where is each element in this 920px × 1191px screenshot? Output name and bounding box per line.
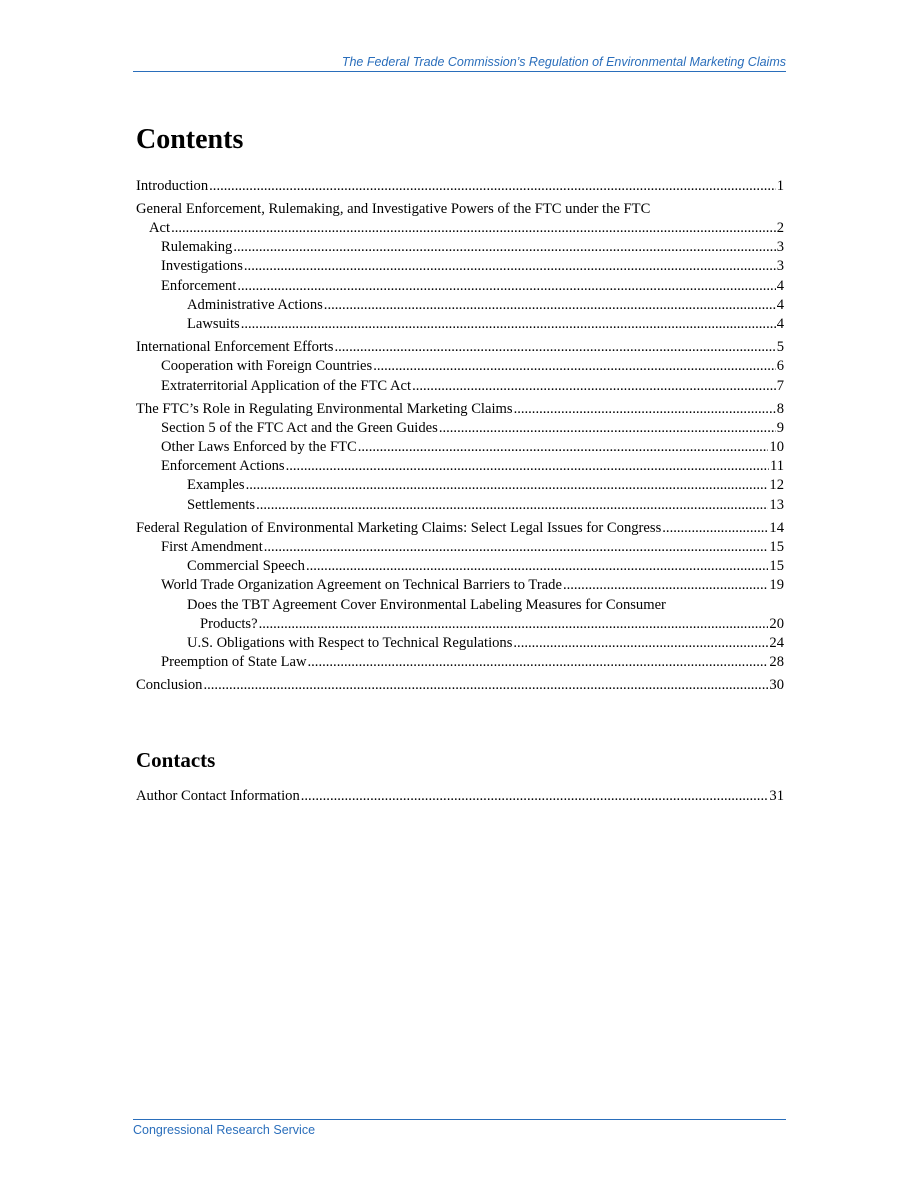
- toc-entry-page: 24: [769, 634, 784, 651]
- toc-entry[interactable]: [136, 357, 784, 376]
- toc-entry-title: Cooperation with Foreign Countries: [161, 358, 373, 375]
- toc-entry[interactable]: [136, 438, 784, 457]
- toc-entry[interactable]: [136, 557, 784, 576]
- toc-entry-page: 30: [769, 676, 784, 693]
- toc-entry-page: 4: [776, 315, 784, 332]
- toc-entry-page: 3: [776, 239, 784, 256]
- toc-entry-page: 5: [776, 339, 784, 356]
- dot-leader: [358, 438, 769, 457]
- toc-entry-title: Extraterritorial Application of the FTC Act: [161, 377, 412, 394]
- toc-entry-title-continued: Act: [149, 220, 171, 237]
- dot-leader: [373, 357, 776, 376]
- dot-leader: [662, 519, 768, 538]
- toc-entry-title: Author Contact Information: [136, 788, 300, 804]
- contacts-title: Contacts: [136, 748, 216, 772]
- dot-leader: [203, 676, 768, 695]
- toc-entry-title: Lawsuits: [187, 315, 240, 332]
- toc-entry-page: 3: [776, 258, 784, 275]
- toc-entry[interactable]: [136, 653, 784, 672]
- toc-entry-title: Administrative Actions: [187, 296, 323, 313]
- toc-entry-title: Examples: [187, 477, 245, 494]
- toc-entry-title: Enforcement Actions: [161, 458, 285, 475]
- toc-entry-title: Preemption of State Law: [161, 653, 307, 670]
- toc-entry[interactable]: [136, 476, 784, 495]
- dot-leader: [256, 496, 768, 515]
- dot-leader: [209, 177, 776, 196]
- toc-entry-title: Does the TBT Agreement Cover Environmental Labeling Measures for Consumer: [187, 596, 666, 613]
- toc-entry-title: Enforcement: [161, 277, 237, 294]
- dot-leader: [241, 315, 776, 334]
- toc-entry[interactable]: [136, 519, 784, 538]
- toc-entry-page: 20: [769, 615, 784, 632]
- toc-entry[interactable]: [136, 787, 784, 806]
- toc-entry[interactable]: [136, 576, 784, 595]
- toc-entry-title-continued: Products?: [200, 615, 258, 632]
- toc-entry-page: 7: [776, 377, 784, 394]
- dot-leader: [244, 257, 776, 276]
- dot-leader: [264, 538, 769, 557]
- footer-publisher: Congressional Research Service: [133, 1123, 316, 1137]
- toc-entry-page: 4: [776, 277, 784, 294]
- running-header: [133, 55, 786, 72]
- toc-entry-title: Rulemaking: [161, 239, 233, 256]
- dot-leader: [171, 219, 776, 238]
- dot-leader: [246, 476, 769, 495]
- running-footer: [133, 1119, 786, 1137]
- dot-leader: [308, 653, 769, 672]
- toc-entry-title: First Amendment: [161, 539, 263, 555]
- dot-leader: [324, 296, 776, 315]
- toc-entry[interactable]: [136, 338, 784, 357]
- toc-entry-page: 11: [769, 458, 784, 475]
- toc-entry-page: 4: [776, 296, 784, 313]
- toc-entry-title: World Trade Organization Agreement on Technical Barriers to Trade: [161, 577, 562, 594]
- toc-entry-page: 15: [769, 558, 784, 575]
- toc-entry-title: Conclusion: [136, 676, 203, 693]
- toc-entry-title: International Enforcement Efforts: [136, 339, 334, 356]
- toc-entry-title: Investigations: [161, 258, 243, 275]
- toc-entry-title: U.S. Obligations with Respect to Technical Regulations: [187, 634, 513, 651]
- toc-entry-title: Introduction: [136, 178, 209, 194]
- toc-entry[interactable]: [136, 200, 784, 238]
- toc-entry[interactable]: [136, 596, 784, 634]
- toc-entry-page: 31: [769, 788, 784, 804]
- toc-entry[interactable]: [136, 257, 784, 276]
- dot-leader: [334, 338, 775, 357]
- toc-entry[interactable]: [136, 400, 784, 419]
- toc-entry-page: 12: [769, 477, 784, 494]
- toc-entry-page: 15: [769, 539, 784, 555]
- toc-entry-title: Settlements: [187, 496, 256, 513]
- dot-leader: [513, 634, 768, 653]
- contacts-list: [136, 787, 784, 806]
- toc-entry-page: 8: [776, 400, 784, 417]
- toc-entry[interactable]: [136, 296, 784, 315]
- toc-entry[interactable]: [136, 538, 784, 557]
- toc-entry[interactable]: [136, 457, 784, 476]
- toc-entry[interactable]: [136, 419, 784, 438]
- toc-entry[interactable]: [136, 177, 784, 196]
- dot-leader: [237, 277, 775, 296]
- toc-entry-title: Federal Regulation of Environmental Marketing Claims: Select Legal Issues for Congress: [136, 519, 662, 536]
- dot-leader: [301, 787, 769, 806]
- dot-leader: [514, 400, 776, 419]
- toc-entry-page: 14: [769, 519, 784, 536]
- toc-entry-page: 13: [769, 496, 784, 513]
- dot-leader: [306, 557, 768, 576]
- table-of-contents: [136, 177, 784, 695]
- dot-leader: [563, 576, 768, 595]
- toc-entry-page: 1: [776, 178, 784, 194]
- toc-entry-page: 2: [776, 220, 784, 237]
- toc-entry-title: Commercial Speech: [187, 558, 305, 575]
- dot-leader: [233, 238, 775, 257]
- toc-entry[interactable]: [136, 277, 784, 296]
- contents-title: Contents: [136, 124, 244, 155]
- toc-entry[interactable]: [136, 496, 784, 515]
- toc-entry[interactable]: [136, 238, 784, 257]
- toc-entry[interactable]: [136, 676, 784, 695]
- toc-entry[interactable]: [136, 315, 784, 334]
- dot-leader: [439, 419, 776, 438]
- toc-entry[interactable]: [136, 377, 784, 396]
- toc-entry-page: 9: [776, 419, 784, 436]
- running-header-title: The Federal Trade Commission’s Regulation of Environmental Marketing Claims: [341, 55, 786, 69]
- dot-leader: [286, 457, 769, 476]
- toc-entry-page: 19: [769, 577, 784, 594]
- toc-entry-title: The FTC’s Role in Regulating Environmental Marketing Claims: [136, 400, 513, 417]
- toc-entry-page: 10: [769, 439, 784, 456]
- toc-entry-page: 6: [776, 358, 784, 375]
- dot-leader: [259, 615, 769, 634]
- toc-entry[interactable]: [136, 634, 784, 653]
- toc-entry-title: General Enforcement, Rulemaking, and Investigative Powers of the FTC under the FTC: [136, 201, 651, 218]
- toc-entry-title: Section 5 of the FTC Act and the Green Guides: [161, 419, 438, 436]
- toc-entry-page: 28: [769, 653, 784, 670]
- toc-entry-title: Other Laws Enforced by the FTC: [161, 439, 357, 456]
- dot-leader: [412, 377, 776, 396]
